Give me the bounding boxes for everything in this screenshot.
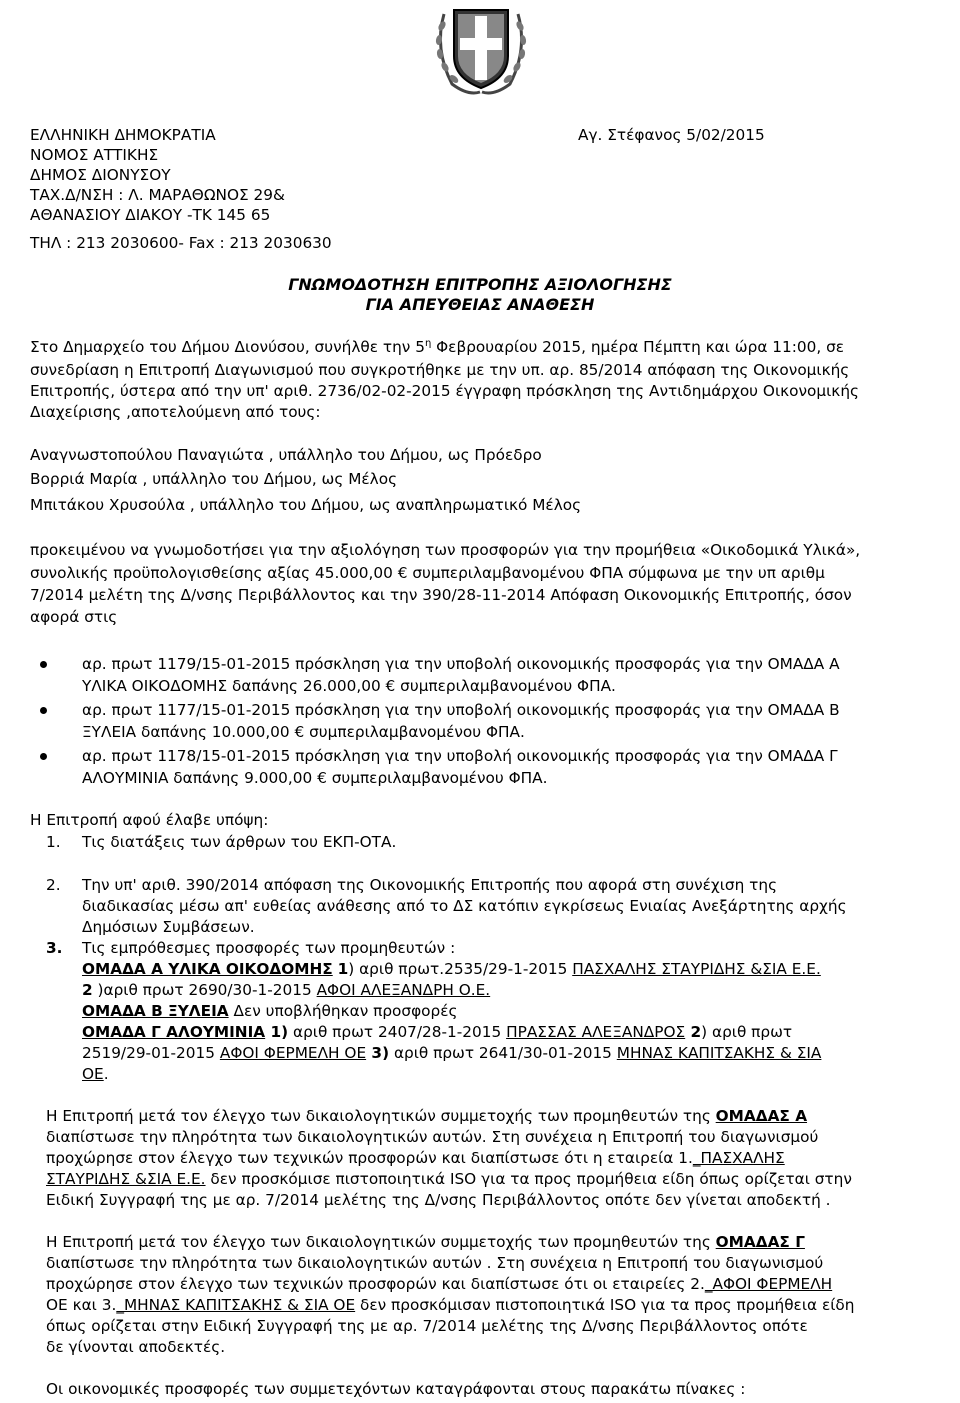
supplier-name: ΟΕ [82, 1065, 104, 1083]
offer-group-g-2 [82, 1044, 821, 1062]
committee-member: Βορριά Μαρία , υπάλληλο του Δήμου, ως Μέλος [30, 470, 398, 488]
supplier-name: ΠΡΑΣΣΑΣ ΑΛΕΞΑΝΔΡΟΣ [506, 1023, 686, 1041]
document-title-line2: ΓΙΑ ΑΠΕΥΘΕΙΑΣ ΑΝΑΘΕΣΗ [365, 295, 595, 314]
list-number: 3. [46, 939, 63, 957]
bullet-icon [40, 753, 47, 760]
issuer-line: ΤΑΧ.Δ/ΝΣΗ : Λ. ΜΑΡΑΘΩΝΟΣ 29& [30, 186, 285, 204]
intro-text: Φεβρουαρίου 2015, ημέρα Πέμπτη και ώρα 11:00, σε [431, 338, 845, 357]
offer-group-a-2 [82, 981, 490, 999]
evaluation-text: δεν προσκόμισε πιστοποιητικά ISO για τα προς προμήθεια είδη όπως ορίζεται στην [205, 1170, 852, 1188]
evaluation-g-line [46, 1275, 832, 1293]
offer-group-g [82, 1023, 792, 1041]
intro-line: Επιτροπής, ύστερα από την υπ' αριθ. 2736/02-02-2015 έγγραφη πρόσκληση της Αντιδημάρχου Οικονομικής [30, 382, 859, 400]
group-g-label: ΟΜΑΔΑ Γ ΑΛΟΥΜΙΝΙΑ [82, 1023, 266, 1041]
supplier-name: ΣΤΑΥΡΙΔΗΣ &ΣΙΑ Ε.Ε. [46, 1170, 206, 1188]
offer-text: 2519/29-01-2015 [82, 1044, 220, 1062]
bullet-item: ΞΥΛΕΙΑ δαπάνης 10.000,00 € συμπεριλαμβανομένου ΦΠΑ. [82, 723, 525, 741]
list-item: Τις εμπρόθεσμες προσφορές των προμηθευτών : [82, 939, 456, 957]
group-b-label: ΟΜΑΔΑ Β ΞΥΛΕΙΑ [82, 1002, 229, 1020]
issuer-line: ΕΛΛΗΝΙΚΗ ΔΗΜΟΚΡΑΤΙΑ [30, 126, 216, 144]
evaluation-a-line: Ειδική Συγγραφή της με αρ. 7/2014 μελέτης της Δ/νσης Περιβάλλοντος οπότε δεν γίνεται αποδεκτή . [46, 1191, 831, 1209]
bullet-item: αρ. πρωτ 1179/15-01-2015 πρόσκληση για την υποβολή οικονομικής προσφοράς για την ΟΜΑΔΑ Α [82, 655, 840, 673]
issuer-line: ΔΗΜΟΣ ΔΙΟΝΥΣΟΥ [30, 166, 171, 184]
group-a-label: ΟΜΑΔΑ Α ΥΛΙΚΑ ΟΙΚΟΔΟΜΗΣ [82, 960, 333, 978]
evaluation-a-line [46, 1107, 807, 1125]
purpose-line: συνολικής προϋπολογισθείσης αξίας 45.000,00 € συμπεριλαμβανομένου ΦΠΑ σύμφωνα με την υπ αριθμ [30, 564, 825, 582]
offer-number: 1 [337, 960, 349, 978]
list-item: Την υπ' αριθ. 390/2014 απόφαση της Οικονομικής Επιτροπής που αφορά στη συνέχιση της [82, 876, 778, 894]
evaluation-g-line: διαπίστωσε την πληρότητα των δικαιολογητικών αυτών . Στη συνέχεια η Επιτροπή του διαγωνισμού [46, 1254, 824, 1272]
supplier-name: ΠΑΣΧΑΛΗΣ ΣΤΑΥΡΙΔΗΣ &ΣΙΑ Ε.Ε. [572, 960, 821, 978]
offer-number: 1) [265, 1023, 289, 1041]
evaluation-a-line [46, 1149, 785, 1167]
list-item: Δημόσιων Συμβάσεων. [82, 918, 255, 936]
document-date: Αγ. Στέφανος 5/02/2015 [578, 126, 765, 144]
offer-text: ) αριθ πρωτ.2535/29-1-2015 [348, 960, 573, 978]
evaluation-text: Η Επιτροπή μετά τον έλεγχο των δικαιολογητικών συμμετοχής των προμηθευτών της [46, 1233, 716, 1251]
group-label: ΟΜΑΔΑΣ Α [715, 1107, 808, 1125]
committee-member: Μπιτάκου Χρυσούλα , υπάλληλο του Δήμου, ως αναπληρωματικό Μέλος [30, 496, 582, 514]
bullet-icon [40, 661, 47, 668]
supplier-name: ΑΦΟΙ ΑΛΕΞΑΝΔΡΗ Ο.Ε. [316, 981, 491, 999]
evaluation-text: δεν προσκόμισαν πιστοποιητικά ISO για τα προς προμήθεια είδη [355, 1296, 855, 1314]
evaluation-g-line [46, 1296, 854, 1314]
offer-number: 2 [82, 981, 93, 999]
intro-line [30, 338, 844, 356]
greek-emblem [430, 4, 532, 100]
evaluation-a-line [46, 1170, 852, 1188]
bullet-item: αρ. πρωτ 1177/15-01-2015 πρόσκληση για την υποβολή οικονομικής προσφοράς για την ΟΜΑΔΑ Β [82, 701, 840, 719]
supplier-name: _ΠΑΣΧΑΛΗΣ [692, 1149, 785, 1167]
offer-number: 2 [685, 1023, 702, 1041]
intro-line: συνεδρίαση η Επιτροπή Διαγωνισμού που συγκροτήθηκε με την υπ. αρ. 85/2014 απόφαση της Οικονομικής [30, 361, 850, 379]
considered-heading: Η Επιτροπή αφού έλαβε υπόψη: [30, 811, 269, 829]
issuer-line: ΑΘΑΝΑΣΙΟΥ ΔΙΑΚΟΥ -ΤΚ 145 65 [30, 206, 271, 224]
list-item: διαδικασίας μέσω απ' ευθείας ανάθεσης από το ΔΣ κατόπιν εγκρίσεως Ενιαίας Ανεξάρτητης αρχής [82, 897, 847, 915]
supplier-name: _ΑΦΟΙ ΦΕΡΜΕΛΗ [704, 1275, 833, 1293]
offer-group-g-3 [82, 1065, 109, 1083]
offer-text: Δεν υποβλήθηκαν προσφορές [228, 1002, 458, 1020]
evaluation-text: προχώρησε στον έλεγχο των τεχνικών προσφορών και διαπίστωσε ότι οι εταιρείες 2. [46, 1275, 705, 1293]
evaluation-text: προχώρησε στον έλεγχο των τεχνικών προσφορών και διαπίστωσε ότι η εταιρεία 1. [46, 1149, 693, 1167]
intro-text: Στο Δημαρχείο του Δήμου Διονύσου, συνήλθε την 5 [30, 338, 425, 357]
purpose-line: αφορά στις [30, 608, 118, 626]
bullet-item: ΑΛΟΥΜΙΝΙΑ δαπάνης 9.000,00 € συμπεριλαμβανομένου ΦΠΑ. [82, 769, 548, 787]
offer-text: . [103, 1065, 109, 1083]
bullet-item: ΥΛΙΚΑ ΟΙΚΟΔΟΜΗΣ δαπάνης 26.000,00 € συμπεριλαμβανομένου ΦΠΑ. [82, 677, 616, 695]
intro-line: Διαχείρισης ,αποτελούμενη από τους: [30, 403, 321, 421]
bullet-item: αρ. πρωτ 1178/15-01-2015 πρόσκληση για την υποβολή οικονομικής προσφοράς για την ΟΜΑΔΑ Γ [82, 747, 838, 765]
issuer-line: ΝΟΜΟΣ ΑΤΤΙΚΗΣ [30, 146, 159, 164]
offer-text: ) αριθ πρωτ [701, 1023, 793, 1041]
committee-member: Αναγνωστοπούλου Παναγιώτα , υπάλληλο του Δήμου, ως Πρόεδρο [30, 446, 542, 464]
issuer-line: ΤΗΛ : 213 2030600- Fax : 213 2030630 [30, 234, 332, 252]
supplier-name: _ΜΗΝΑΣ ΚΑΠΙΤΣΑΚΗΣ & ΣΙΑ ΟΕ [116, 1296, 356, 1314]
group-label: ΟΜΑΔΑΣ Γ [715, 1233, 805, 1251]
purpose-line: προκειμένου να γνωμοδοτήσει για την αξιολόγηση των προσφορών για την προμήθεια «Οικοδομικά Υλικά», [30, 541, 861, 559]
ordinal-suffix: η [424, 338, 432, 349]
evaluation-g-line: όπως ορίζεται στην Ειδική Συγγραφή της με αρ. 7/2014 μελέτης της Δ/νσης Περιβάλλοντος οπότε [46, 1317, 808, 1335]
evaluation-text: Η Επιτροπή μετά τον έλεγχο των δικαιολογητικών συμμετοχής των προμηθευτών της [46, 1107, 716, 1125]
offer-group-b [82, 1002, 458, 1020]
offer-text: )αριθ πρωτ 2690/30-1-2015 [92, 981, 317, 999]
supplier-name: ΑΦΟΙ ΦΕΡΜΕΛΗ ΟΕ [219, 1044, 367, 1062]
closing-line: Οι οικονομικές προσφορές των συμμετεχόντων καταγράφονται στους παρακάτω πίνακες : [46, 1380, 746, 1398]
offer-group-a [82, 960, 821, 978]
evaluation-a-line: διαπίστωσε την πληρότητα των δικαιολογητικών αυτών. Στη συνέχεια η Επιτροπή του διαγωνισμού [46, 1128, 819, 1146]
list-number: 1. [46, 833, 61, 851]
evaluation-text: ΟΕ και 3. [46, 1296, 117, 1314]
offer-number: 3) [366, 1044, 390, 1062]
document-title-line1: ΓΝΩΜΟΔΟΤΗΣΗ ΕΠΙΤΡΟΠΗΣ ΑΞΙΟΛΟΓΗΣΗΣ [288, 275, 672, 294]
evaluation-g-line: δε γίνονται αποδεκτές. [46, 1338, 226, 1356]
supplier-name: ΜΗΝΑΣ ΚΑΠΙΤΣΑΚΗΣ & ΣΙΑ [616, 1044, 822, 1062]
evaluation-g-line [46, 1233, 805, 1251]
offer-text: αριθ πρωτ 2407/28-1-2015 [288, 1023, 507, 1041]
list-number: 2. [46, 876, 61, 894]
bullet-icon [40, 707, 47, 714]
offer-text: αριθ πρωτ 2641/30-01-2015 [389, 1044, 617, 1062]
purpose-line: 7/2014 μελέτη της Δ/νσης Περιβάλλοντος και την 390/28-11-2014 Απόφαση Οικονομικής Επιτροπής, όσον [30, 586, 852, 604]
list-item: Τις διατάξεις των άρθρων του ΕΚΠ-ΟΤΑ. [82, 833, 397, 851]
